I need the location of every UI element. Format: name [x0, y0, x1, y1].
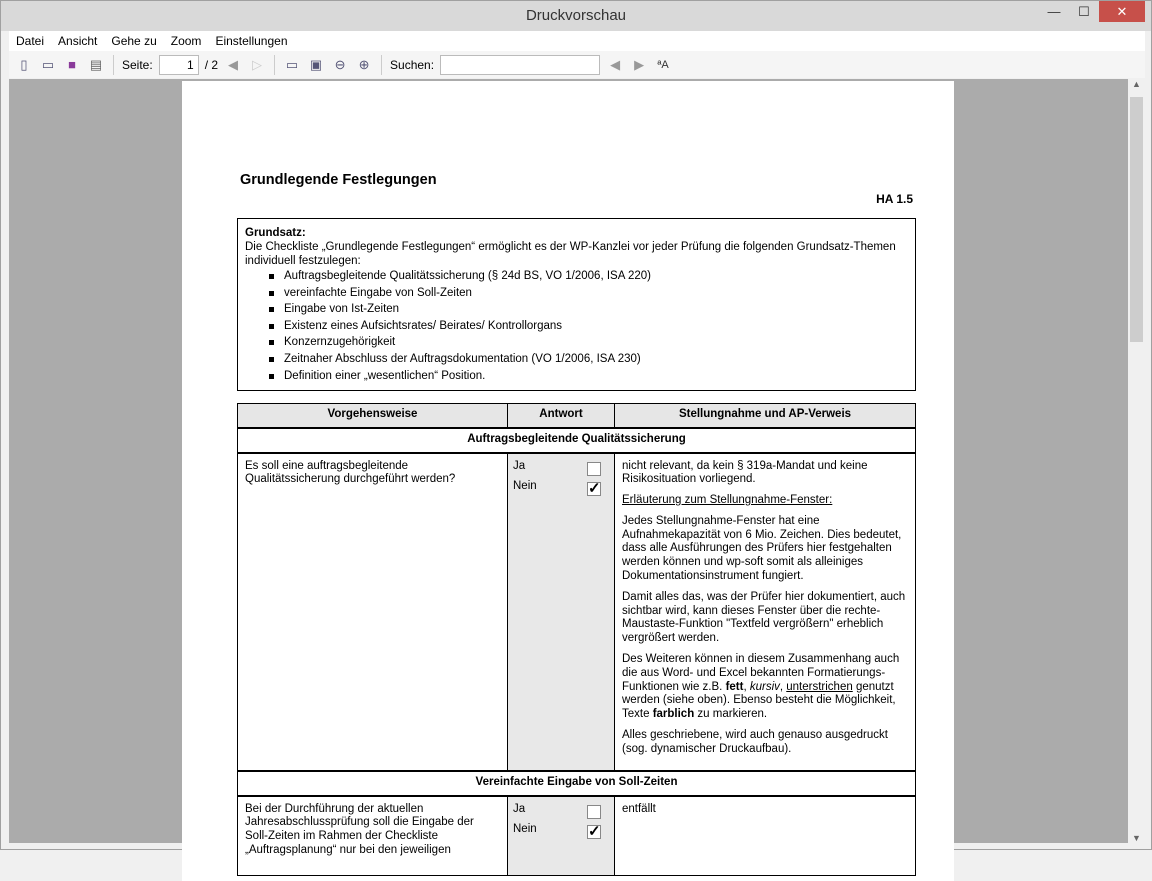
page-label: Seite: [122, 57, 153, 72]
statement-text [622, 653, 908, 722]
list-item: Eingabe von Ist-Zeiten [269, 301, 908, 318]
statement-text: Jedes Stellungnahme-Fenster hat eine Aufnahmekapazität von 6 Mio. Zeichen. Dies bedeutet, dass alle Ausführungen des Prüfers hier festgehalten werden können und wp-soft somit als alleiniges Dokumentationsinstrument fungiert. [622, 514, 902, 583]
bold-text: fett [725, 680, 744, 693]
fit-page-icon[interactable]: ▯ [20, 56, 28, 72]
previous-page-icon[interactable]: ◀ [228, 56, 239, 72]
window-title: Druckvorschau [525, 7, 627, 24]
text: , [743, 680, 750, 693]
menu-einstellungen[interactable]: Einstellungen [215, 34, 288, 48]
intro-list [269, 268, 908, 384]
scroll-up-icon[interactable]: ▲ [1132, 79, 1141, 89]
option-label: Nein [513, 479, 537, 492]
list-item: vereinfachte Eingabe von Soll-Zeiten [269, 285, 908, 302]
statement-text: Alles geschriebene, wird auch genauso ausgedruckt (sog. dynamischer Druckaufbau). [622, 729, 888, 755]
next-page-icon[interactable]: ▷ [252, 56, 263, 72]
question: Bei der Durchführung der aktuellen Jahresabschlussprüfung soll die Eingabe der Soll-Zeiten im Rahmen der Checkliste „Auftragsplanung“ nur bei den jeweiligen [238, 796, 508, 876]
section-heading: Vereinfachte Eingabe von Soll-Zeiten [238, 771, 916, 796]
search-previous-icon[interactable]: ◀ [610, 56, 621, 72]
list-item: Zeitnaher Abschluss der Auftragsdokumentation (VO 1/2006, ISA 230) [269, 351, 908, 368]
page-input[interactable]: 1 [159, 55, 199, 75]
checkbox-nein[interactable]: ✓ [588, 822, 601, 840]
zoom-out-icon[interactable]: ⊖ [334, 56, 346, 72]
text: zu markieren. [694, 708, 768, 721]
maximize-button[interactable]: ☐ [1078, 4, 1090, 19]
menu-datei[interactable]: Datei [16, 34, 45, 48]
search-next-icon[interactable]: ▶ [634, 56, 645, 72]
print-icon[interactable]: ▤ [89, 56, 103, 72]
minimize-button[interactable]: — [1047, 4, 1061, 19]
statement [615, 796, 916, 876]
scrollbar-thumb[interactable] [1130, 97, 1143, 342]
intro-box [237, 218, 916, 391]
fullscreen-icon[interactable]: ▣ [309, 56, 323, 72]
toolbar [9, 51, 1145, 78]
checkbox-ja[interactable] [587, 462, 601, 476]
option-label: Ja [513, 802, 526, 815]
single-page-icon[interactable]: ▭ [285, 56, 299, 72]
close-button[interactable]: ✕ [1099, 1, 1145, 22]
menu-gehe-zu[interactable]: Gehe zu [111, 34, 157, 48]
checklist-table [237, 403, 916, 876]
text: , [779, 680, 787, 693]
save-icon[interactable]: ■ [68, 57, 76, 72]
list-item: Existenz eines Aufsichtsrates/ Beirates/ Kontrollorgans [269, 318, 908, 335]
menu-bar [9, 31, 1145, 51]
table-row [238, 453, 916, 771]
table-header [238, 404, 916, 428]
section-heading: Auftragsbegleitende Qualitätssicherung [238, 428, 916, 453]
vertical-scrollbar[interactable] [1128, 79, 1145, 843]
checkbox-ja[interactable] [587, 805, 601, 819]
checkbox-nein[interactable]: ✓ [588, 479, 601, 497]
scroll-down-icon[interactable]: ▼ [1132, 833, 1141, 843]
separator [113, 55, 114, 75]
menu-ansicht[interactable]: Ansicht [58, 34, 98, 48]
column-header: Antwort [508, 404, 615, 428]
column-header: Stellungnahme und AP-Verweis [615, 404, 916, 428]
statement [615, 453, 916, 771]
search-label: Suchen: [390, 57, 435, 72]
list-item: Auftragsbegleitende Qualitätssicherung (§ 24d BS, VO 1/2006, ISA 220) [269, 268, 908, 285]
intro-text: Die Checkliste „Grundlegende Festlegungen“ ermöglicht es der WP-Kanzlei vor jeder Prüfung die folgenden Grundsatz-Themen individuell festzulegen: [245, 241, 896, 267]
preview-area [9, 79, 1128, 857]
match-case-icon[interactable]: ªA [657, 58, 669, 71]
statement-text: nicht relevant, da kein § 319a-Mandat und keine Risikosituation vorliegend. [622, 459, 868, 486]
document-page [182, 81, 954, 881]
title-bar [1, 1, 1151, 31]
zoom-in-icon[interactable]: ⊕ [358, 56, 370, 72]
underlined-text: unterstrichen [786, 680, 853, 693]
search-input[interactable] [440, 55, 600, 75]
question: Es soll eine auftragsbegleitende Qualitätssicherung durchgeführt werden? [238, 453, 508, 771]
statement-text: Damit alles das, was der Prüfer hier dokumentiert, auch sichtbar wird, kann dieses Fenster über die rechte-Maustaste-Funktion "Textfeld vergrößern" erheblich vergrößert werden. [622, 590, 906, 645]
document-code: HA 1.5 [876, 192, 913, 206]
list-item: Konzernzugehörigkeit [269, 334, 908, 351]
separator [274, 55, 275, 75]
fit-width-icon[interactable]: ▭ [41, 56, 55, 72]
table-row [238, 796, 916, 876]
list-item: Definition einer „wesentlichen“ Position. [269, 368, 908, 385]
separator [381, 55, 382, 75]
column-header: Vorgehensweise [238, 404, 508, 428]
menu-zoom[interactable]: Zoom [170, 34, 202, 48]
intro-heading: Grundsatz: [245, 227, 306, 239]
option-label: Nein [513, 822, 537, 835]
answer-options [508, 453, 615, 771]
option-label: Ja [513, 459, 526, 472]
answer-options [508, 796, 615, 876]
bold-text: farblich [652, 708, 695, 721]
text: genutzt werden (siehe oben). Ebenso besteht die Möglichkeit, Texte [622, 680, 896, 721]
page-total: / 2 [204, 57, 219, 72]
statement-subheading: Erläuterung zum Stellungnahme-Fenster: [622, 494, 833, 507]
text: Des Weiteren können in diesem Zusammenhang auch die aus Word- und Excel bekannten Formatierungs-Funktionen wie z.B. [622, 653, 900, 693]
document-title: Grundlegende Festlegungen [240, 172, 437, 188]
italic-text: kursiv [749, 680, 780, 693]
statement-text: entfällt [622, 802, 656, 815]
